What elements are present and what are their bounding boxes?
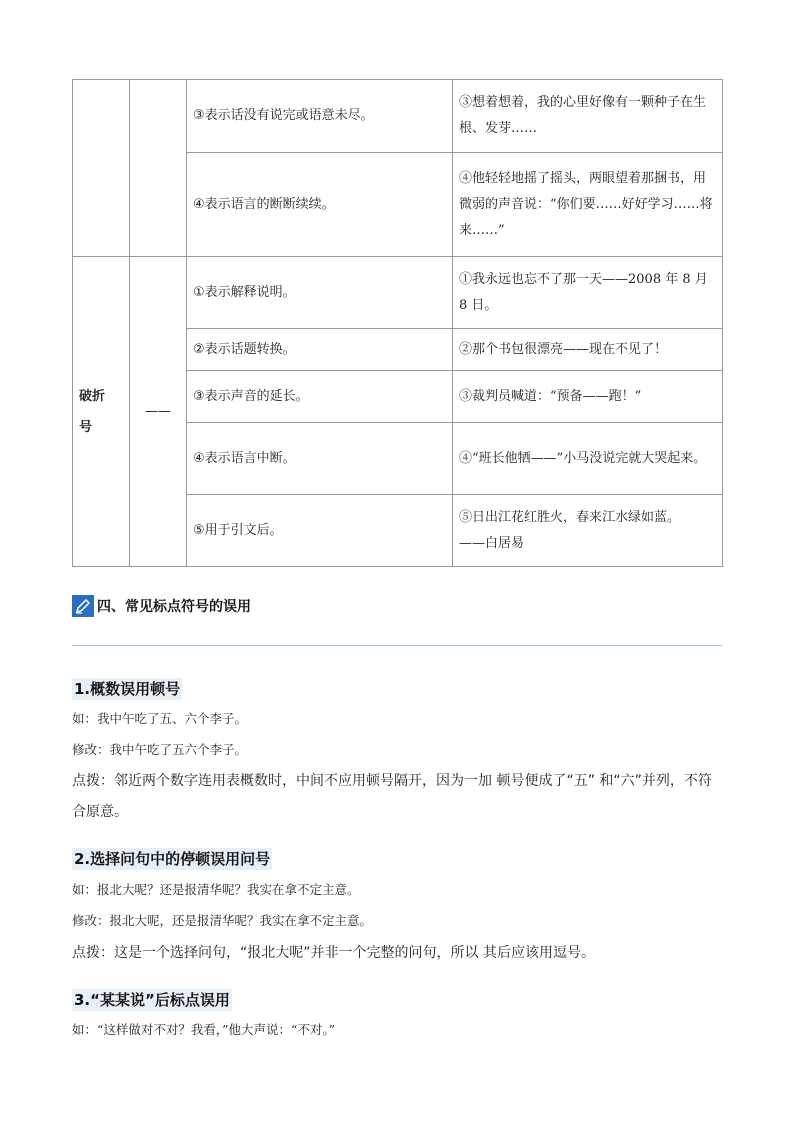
usage-cell: ①表示解释说明。 <box>187 257 453 329</box>
item-example: 如：报北大呢？还是报清华呢？我实在拿不定主意。 <box>72 882 360 897</box>
example-cell: ②那个书包很漂亮——现在不见了！ <box>453 329 723 371</box>
usage-cell: ③表示话没有说完或语意未尽。 <box>187 80 453 153</box>
usage-cell: ④表示语言中断。 <box>187 423 453 495</box>
symbol-cell-empty <box>130 80 187 257</box>
section-divider <box>72 645 722 646</box>
example-cell: ③裁判员喊道：“预备——跑！” <box>453 371 723 423</box>
item-example: 如：“这样做对不对？我看，”他大声说：“不对。” <box>72 1022 336 1037</box>
item-heading: 1.概数误用顿号 <box>74 680 181 698</box>
item-fix: 修改：我中午吃了五六个李子。 <box>72 742 248 757</box>
item-tip-line: 合原意。 <box>72 804 128 820</box>
item-heading: 2.选择问句中的停顿误用问号 <box>74 850 271 868</box>
item-heading: 3.“某某说”后标点误用 <box>74 991 230 1009</box>
section-heading <box>72 592 722 619</box>
example-cell <box>453 495 723 567</box>
item-tip-line: 点拨：邻近两个数字连用表概数时，中间不应用顿号隔开，因为一加 顿号便成了“五” 和“六”并列，不符 <box>72 773 712 789</box>
pen-icon <box>72 595 94 617</box>
example-line: ⑤日出江花红胜火，春来江水绿如蓝。 <box>459 509 681 525</box>
example-line: ——白居易 <box>459 535 525 551</box>
punctuation-symbol: —— <box>130 257 187 567</box>
example-cell: ①我永远也忘不了那一天——2008 年 8 月 8 日。 <box>453 257 723 329</box>
item-tip <box>72 766 722 828</box>
punctuation-name: 破折号 <box>79 388 106 435</box>
example-cell: ④他轻轻地摇了摇头，两眼望着那捆书，用微弱的声音说：“你们要……好好学习……将来……” <box>453 153 723 257</box>
name-cell-empty <box>73 80 130 257</box>
example-cell: ③想着想着，我的心里好像有一颗种子在生根、发芽…… <box>453 80 723 153</box>
usage-cell: ②表示话题转换。 <box>187 329 453 371</box>
item-fix: 修改：报北大呢，还是报清华呢？我实在拿不定主意。 <box>72 913 373 928</box>
usage-cell: ⑤用于引文后。 <box>187 495 453 567</box>
section-title: 四、常见标点符号的误用 <box>97 598 251 615</box>
item-example: 如：我中午吃了五、六个李子。 <box>72 711 248 726</box>
usage-cell: ③表示声音的延长。 <box>187 371 453 423</box>
usage-cell: ④表示语言的断断续续。 <box>187 153 453 257</box>
item-tip: 点拨：这是一个选择问句，“报北大呢”并非一个完整的问句，所以 其后应该用逗号。 <box>72 945 595 961</box>
punctuation-name-cell <box>73 257 130 567</box>
table-row <box>73 80 723 153</box>
example-cell: ④“班长他牺——”小马没说完就大哭起来。 <box>453 423 723 495</box>
table-row <box>73 257 723 329</box>
punctuation-table <box>72 79 723 567</box>
